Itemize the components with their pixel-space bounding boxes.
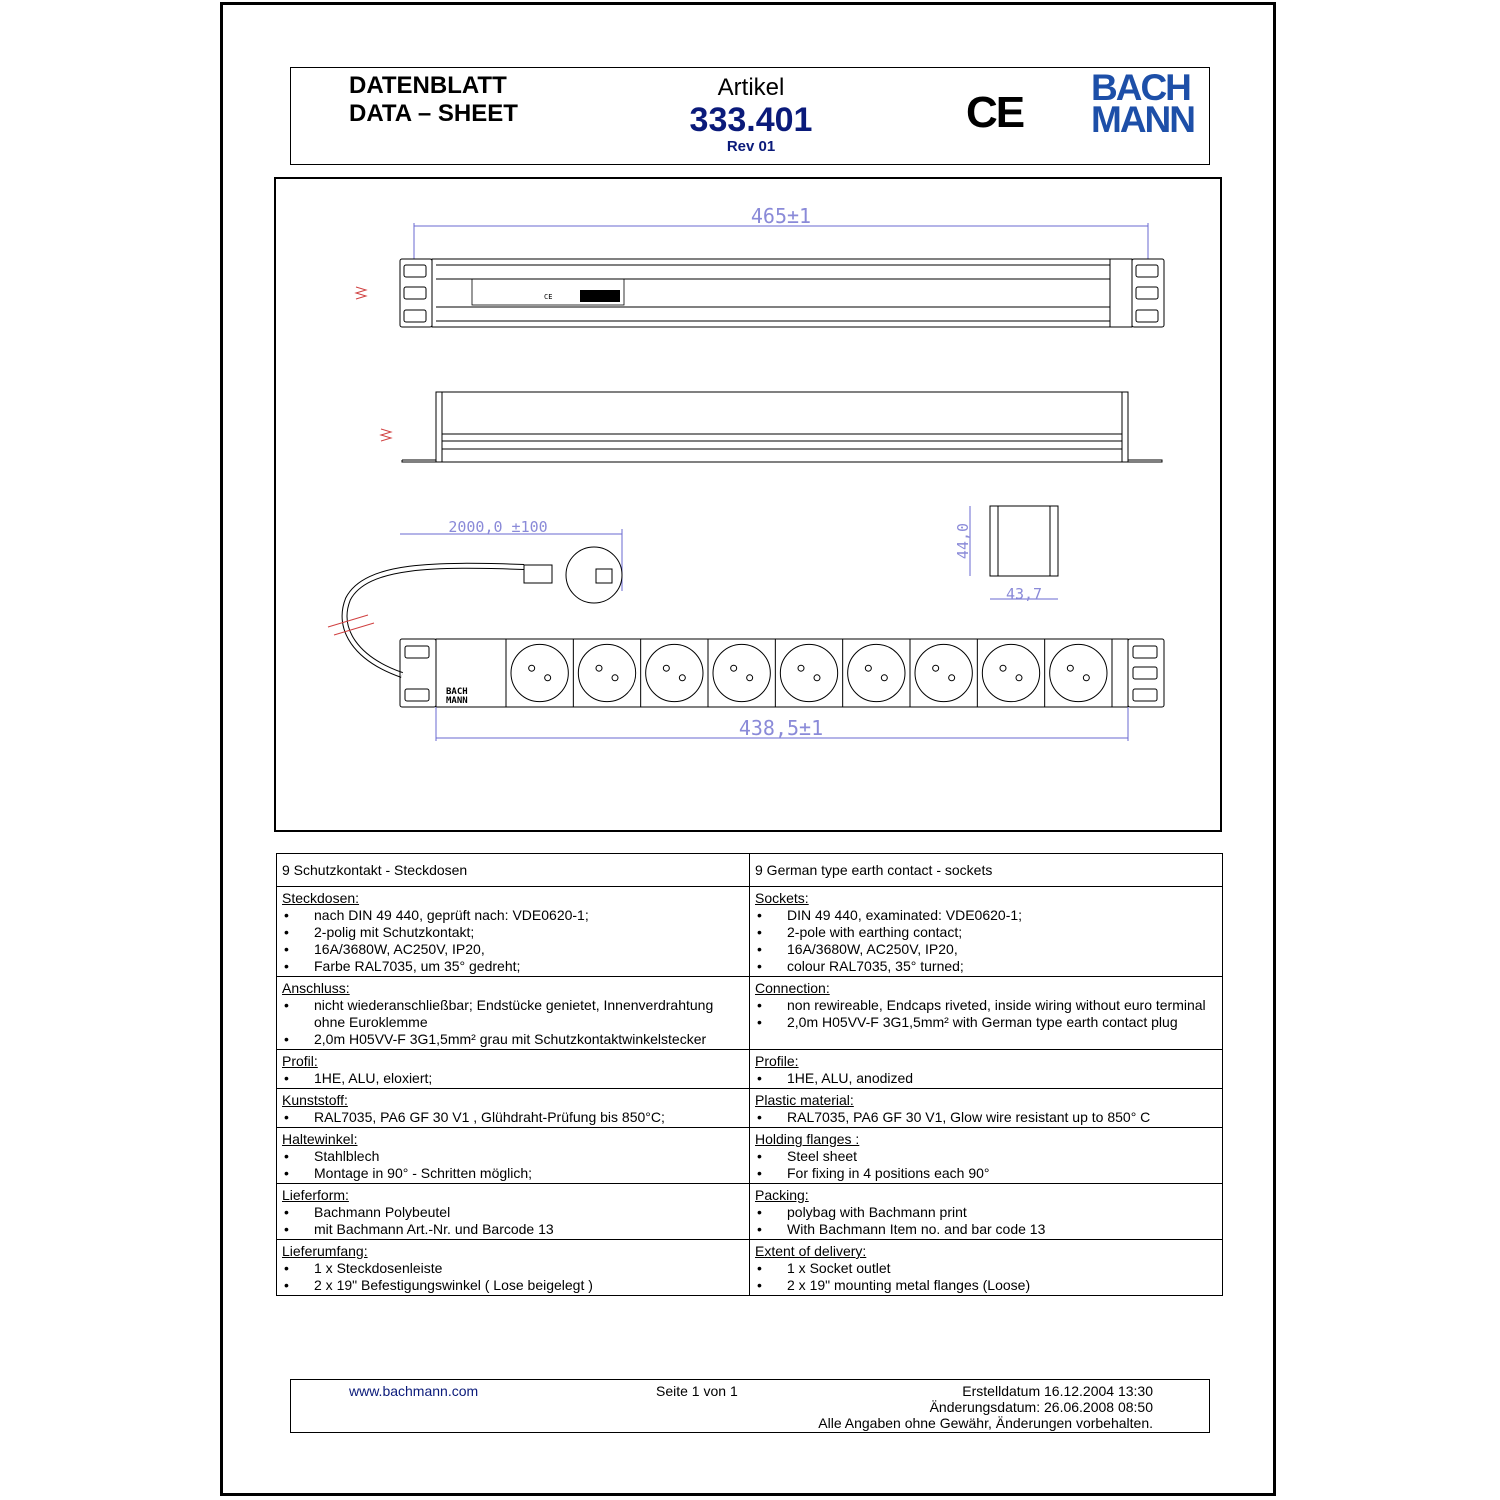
dim-height-label: 44,0 bbox=[954, 522, 972, 560]
socket-pin-hole bbox=[1016, 675, 1022, 681]
spec-section-title: Holding flanges : bbox=[755, 1131, 860, 1147]
spec-bullet-list bbox=[755, 907, 1217, 975]
drawing-svg bbox=[276, 179, 1220, 830]
spec-section-title: Connection: bbox=[755, 980, 830, 996]
spec-section-title: Lieferform: bbox=[282, 1187, 349, 1203]
slot bbox=[405, 646, 429, 658]
spec-row bbox=[277, 1184, 1223, 1240]
spec-bullet-item: • 2,0m H05VV-F 3G1,5mm² grau mit Schutzkontaktwinkelstecker bbox=[282, 1031, 744, 1048]
spec-bullet-list bbox=[755, 1148, 1217, 1182]
website-link[interactable]: www.bachmann.com bbox=[349, 1383, 479, 1399]
dim-length-label: 465±1 bbox=[750, 204, 812, 228]
spec-bullet-item: • mit Bachmann Art.-Nr. und Barcode 13 bbox=[282, 1221, 744, 1238]
top-view bbox=[356, 204, 1164, 327]
spec-section-title: Profile: bbox=[755, 1053, 799, 1069]
socket-pin-hole bbox=[731, 665, 737, 671]
socket-pin-hole bbox=[545, 675, 551, 681]
slot bbox=[1133, 646, 1157, 658]
spec-bullet-item: • 2,0m H05VV-F 3G1,5mm² with German type earth contact plug bbox=[755, 1014, 1217, 1031]
created-date: Erstelldatum 16.12.2004 13:30 bbox=[962, 1383, 1153, 1399]
profile-section bbox=[990, 506, 1058, 576]
spec-bullet-item: • For fixing in 4 positions each 90° bbox=[755, 1165, 1217, 1182]
plug-neck bbox=[524, 565, 552, 583]
spec-bullet-list bbox=[755, 1070, 1217, 1087]
socket bbox=[1050, 644, 1107, 701]
spec-section-title: Profil: bbox=[282, 1053, 318, 1069]
slot bbox=[1133, 667, 1157, 679]
socket bbox=[848, 644, 905, 701]
label-ce: CE bbox=[544, 293, 553, 301]
slot bbox=[1136, 310, 1158, 322]
spec-bullet-item: • Stahlblech bbox=[282, 1148, 744, 1165]
spec-section-title: Lieferumfang: bbox=[282, 1243, 368, 1259]
socket bbox=[713, 644, 770, 701]
modified-date: Änderungsdatum: 26.06.2008 08:50 bbox=[929, 1399, 1153, 1415]
document-footer bbox=[290, 1379, 1210, 1433]
spec-header-en: 9 German type earth contact - sockets bbox=[750, 854, 1223, 887]
cable-inner bbox=[345, 566, 524, 675]
spec-row bbox=[277, 977, 1223, 1050]
spec-section-title: Packing: bbox=[755, 1187, 809, 1203]
spec-cell-de bbox=[277, 1240, 750, 1296]
socket bbox=[578, 644, 635, 701]
spec-bullet-item: • Steel sheet bbox=[755, 1148, 1217, 1165]
spec-bullet-item: • 2 x 19" Befestigungswinkel ( Lose beigelegt ) bbox=[282, 1277, 744, 1294]
spec-bullet-list bbox=[282, 1204, 744, 1238]
spec-bullet-item: • 2 x 19" mounting metal flanges (Loose) bbox=[755, 1277, 1217, 1294]
article-block bbox=[671, 74, 831, 155]
spec-section-title: Sockets: bbox=[755, 890, 809, 906]
spec-bullet-item: • 1 x Steckdosenleiste bbox=[282, 1260, 744, 1277]
spec-bullet-list bbox=[282, 1109, 744, 1126]
article-number: 333.401 bbox=[689, 101, 813, 139]
spec-bullet-list bbox=[755, 1204, 1217, 1238]
socket-pin-hole bbox=[529, 665, 535, 671]
spec-cell-en bbox=[750, 1050, 1223, 1089]
dim-cable-label: 2000,0 ±100 bbox=[448, 518, 548, 536]
spec-cell-en bbox=[750, 1240, 1223, 1296]
spec-bullet-item: • nach DIN 49 440, geprüft nach: VDE0620-1; bbox=[282, 907, 744, 924]
spec-cell-de bbox=[277, 977, 750, 1050]
flange-left-side bbox=[402, 460, 436, 462]
socket bbox=[780, 644, 837, 701]
spec-cell-de bbox=[277, 1089, 750, 1128]
socket bbox=[982, 644, 1039, 701]
plug-body bbox=[566, 547, 622, 603]
article-label: Artikel bbox=[717, 74, 785, 101]
spec-bullet-item: • non rewireable, Endcaps riveted, inside wiring without euro terminal bbox=[755, 997, 1217, 1014]
spec-bullet-list bbox=[282, 1148, 744, 1182]
slot bbox=[1133, 689, 1157, 701]
document-header bbox=[290, 67, 1210, 165]
spec-cell-de bbox=[277, 1184, 750, 1240]
cross-section bbox=[954, 506, 1058, 603]
disclaimer: Alle Angaben ohne Gewähr, Änderungen vorbehalten. bbox=[818, 1415, 1153, 1431]
spec-bullet-item: • Bachmann Polybeutel bbox=[282, 1204, 744, 1221]
spec-row bbox=[277, 1050, 1223, 1089]
slot bbox=[1136, 287, 1158, 299]
socket bbox=[915, 644, 972, 701]
socket-pin-hole bbox=[933, 665, 939, 671]
slot bbox=[405, 689, 429, 701]
spec-bullet-list bbox=[282, 997, 744, 1048]
spec-bullet-item: • polybag with Bachmann print bbox=[755, 1204, 1217, 1221]
spec-section-title: Steckdosen: bbox=[282, 890, 360, 906]
page-indicator: Seite 1 von 1 bbox=[656, 1383, 738, 1399]
title-line-1: DATENBLATT bbox=[349, 72, 507, 99]
spec-cell-en bbox=[750, 977, 1223, 1050]
socket-pin-hole bbox=[747, 675, 753, 681]
spec-bullet-item: • DIN 49 440, examinated: VDE0620-1; bbox=[755, 907, 1217, 924]
spec-cell-de bbox=[277, 887, 750, 977]
spec-bullet-list bbox=[282, 1070, 744, 1087]
barcode bbox=[580, 290, 620, 302]
spec-bullet-item: • 2-pole with earthing contact; bbox=[755, 924, 1217, 941]
flange-right-top bbox=[1132, 259, 1164, 327]
spec-bullet-item: • 16A/3680W, AC250V, IP20, bbox=[755, 941, 1217, 958]
spec-bullet-list bbox=[755, 1109, 1217, 1126]
socket-pin-hole bbox=[1083, 675, 1089, 681]
spec-header-de: 9 Schutzkontakt - Steckdosen bbox=[277, 854, 750, 887]
socket bbox=[511, 644, 568, 701]
spec-bullet-item: • 2-polig mit Schutzkontakt; bbox=[282, 924, 744, 941]
spec-cell-en bbox=[750, 1089, 1223, 1128]
socket-pin-hole bbox=[798, 665, 804, 671]
socket-pin-hole bbox=[865, 665, 871, 671]
side-view bbox=[381, 392, 1162, 462]
body-logo-1: BACH bbox=[446, 687, 468, 697]
spec-section-title: Kunststoff: bbox=[282, 1092, 348, 1108]
spec-bullet-item: • Farbe RAL7035, um 35° gedreht; bbox=[282, 958, 744, 975]
spec-bullet-item: • 1HE, ALU, anodized bbox=[755, 1070, 1217, 1087]
socket-pin-hole bbox=[596, 665, 602, 671]
cable-break-mark bbox=[356, 287, 366, 299]
slot bbox=[404, 310, 426, 322]
spec-row bbox=[277, 1089, 1223, 1128]
spec-cell-de bbox=[277, 1128, 750, 1184]
spec-header-row bbox=[277, 854, 1223, 887]
spec-cell-en bbox=[750, 887, 1223, 977]
spec-bullet-item: • With Bachmann Item no. and bar code 13 bbox=[755, 1221, 1217, 1238]
spec-bullet-list bbox=[282, 907, 744, 975]
socket-pin-hole bbox=[679, 675, 685, 681]
spec-bullet-list bbox=[282, 1260, 744, 1294]
slot bbox=[404, 265, 426, 277]
technical-drawing bbox=[274, 177, 1222, 832]
front-view bbox=[400, 639, 1164, 741]
spec-section-title: Plastic material: bbox=[755, 1092, 854, 1108]
datasheet-title bbox=[349, 72, 518, 128]
spec-bullet-item: • 16A/3680W, AC250V, IP20, bbox=[282, 941, 744, 958]
spec-bullet-item: • 1HE, ALU, eloxiert; bbox=[282, 1070, 744, 1087]
body-logo-2: MANN bbox=[446, 696, 468, 706]
socket-pin-hole bbox=[612, 675, 618, 681]
cable-break-mark bbox=[328, 615, 374, 635]
profile-body-top bbox=[432, 259, 1132, 327]
ce-mark: CE bbox=[966, 88, 1024, 137]
dim-body-label: 438,5±1 bbox=[738, 716, 824, 740]
spec-cell-en bbox=[750, 1128, 1223, 1184]
slot bbox=[404, 287, 426, 299]
bachmann-logo bbox=[1091, 67, 1194, 140]
cable-break-mark bbox=[381, 429, 391, 441]
spec-cell-en bbox=[750, 1184, 1223, 1240]
footer-dates bbox=[818, 1383, 1153, 1431]
logo-line-1: BACH bbox=[1091, 67, 1190, 108]
spec-row bbox=[277, 887, 1223, 977]
spec-section-title: Haltewinkel: bbox=[282, 1131, 358, 1147]
spec-bullet-item: • Montage in 90° - Schritten möglich; bbox=[282, 1165, 744, 1182]
slot bbox=[1136, 265, 1158, 277]
revision-label: Rev 01 bbox=[726, 138, 776, 155]
spec-bullet-item: • 1 x Socket outlet bbox=[755, 1260, 1217, 1277]
spec-section-title: Extent of delivery: bbox=[755, 1243, 867, 1259]
cable-and-plug bbox=[328, 518, 622, 675]
specifications-table bbox=[276, 853, 1223, 1296]
spec-row bbox=[277, 1128, 1223, 1184]
plug-contact bbox=[596, 569, 612, 583]
socket-pin-hole bbox=[881, 675, 887, 681]
socket-pin-hole bbox=[1067, 665, 1073, 671]
socket-pin-hole bbox=[663, 665, 669, 671]
spec-section-title: Anschluss: bbox=[282, 980, 350, 996]
socket bbox=[646, 644, 703, 701]
spec-bullet-list bbox=[755, 997, 1217, 1031]
flange-right-side bbox=[1128, 460, 1162, 462]
logo-line-2: MANN bbox=[1091, 99, 1194, 140]
spec-row bbox=[277, 1240, 1223, 1296]
flange-left-top bbox=[400, 259, 432, 327]
title-line-2: DATA – SHEET bbox=[349, 100, 518, 127]
spec-bullet-item: • RAL7035, PA6 GF 30 V1, Glow wire resistant up to 850° C bbox=[755, 1109, 1217, 1126]
spec-bullet-item: • nicht wiederanschließbar; Endstücke genietet, Innenverdrahtung ohne Euroklemme bbox=[282, 997, 744, 1031]
profile-body-front bbox=[436, 639, 1128, 707]
spec-bullet-item: • colour RAL7035, 35° turned; bbox=[755, 958, 1217, 975]
spec-bullet-item: • RAL7035, PA6 GF 30 V1 , Glühdraht-Prüfung bis 850°C; bbox=[282, 1109, 744, 1126]
spec-bullet-list bbox=[755, 1260, 1217, 1294]
dim-width-label: 43,7 bbox=[1005, 585, 1043, 603]
socket-pin-hole bbox=[1000, 665, 1006, 671]
socket-pin-hole bbox=[814, 675, 820, 681]
socket-pin-hole bbox=[949, 675, 955, 681]
socket-row bbox=[511, 639, 1112, 707]
profile-body-side bbox=[436, 392, 1128, 462]
spec-cell-de bbox=[277, 1050, 750, 1089]
